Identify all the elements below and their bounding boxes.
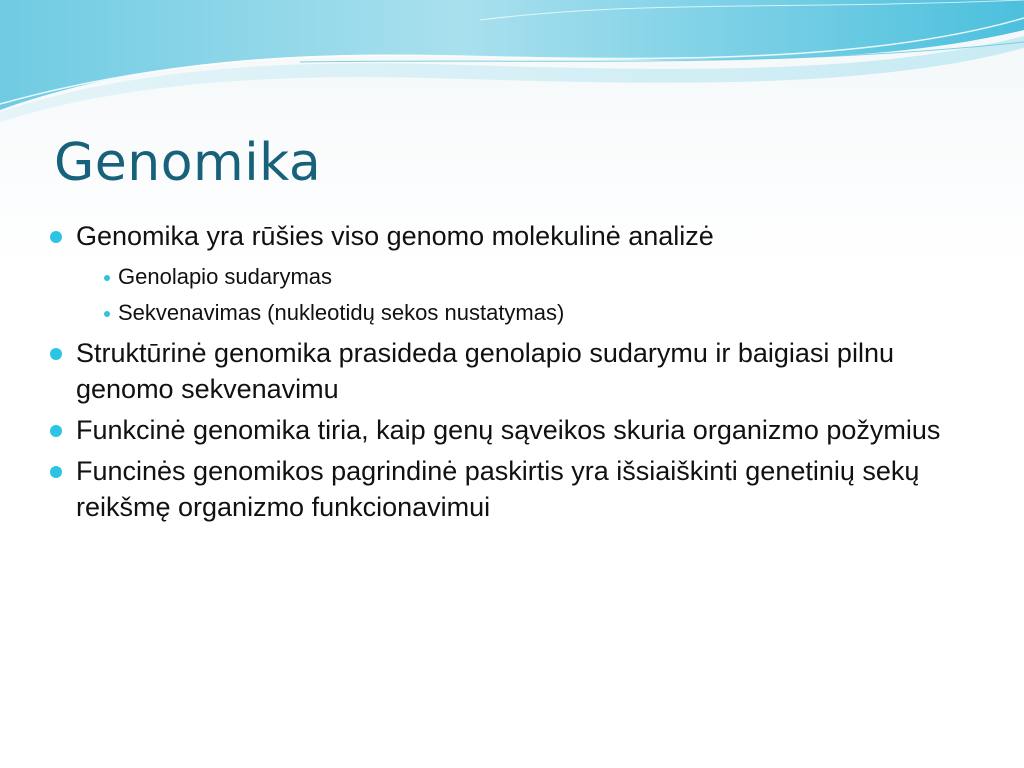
bullet-item	[46, 335, 976, 407]
bullet-item	[46, 218, 976, 254]
bullet-icon	[50, 348, 62, 360]
bullet-item	[46, 412, 976, 448]
bullet-list	[46, 218, 976, 530]
sub-bullet-icon	[104, 275, 110, 281]
bullet-icon	[50, 231, 62, 243]
bullet-icon	[50, 425, 62, 437]
bullet-text: Funcinės genomikos pagrindinė paskirtis yra išsiaiškinti genetinių sekų reikšmę organizmo funkcionavimui	[76, 456, 920, 522]
bullet-icon	[50, 466, 62, 478]
sub-bullet-text: Genolapio sudarymas	[118, 264, 333, 289]
slide-title: Genomika	[54, 133, 322, 193]
sub-bullet-item	[46, 295, 976, 331]
sub-bullet-list	[46, 259, 976, 331]
bullet-text: Funkcinė genomika tiria, kaip genų sąveikos skuria organizmo požymius	[76, 415, 941, 445]
sub-bullet-item	[46, 259, 976, 295]
bullet-item	[46, 453, 976, 525]
bullet-text: Genomika yra rūšies viso genomo molekulinė analizė	[76, 221, 714, 251]
header-wave-decoration	[0, 0, 1024, 130]
sub-bullet-icon	[104, 311, 110, 317]
sub-bullet-text: Sekvenavimas (nukleotidų sekos nustatymas)	[118, 300, 565, 325]
bullet-text: Struktūrinė genomika prasideda genolapio sudarymu ir baigiasi pilnu genomo sekvenavimu	[76, 338, 894, 404]
